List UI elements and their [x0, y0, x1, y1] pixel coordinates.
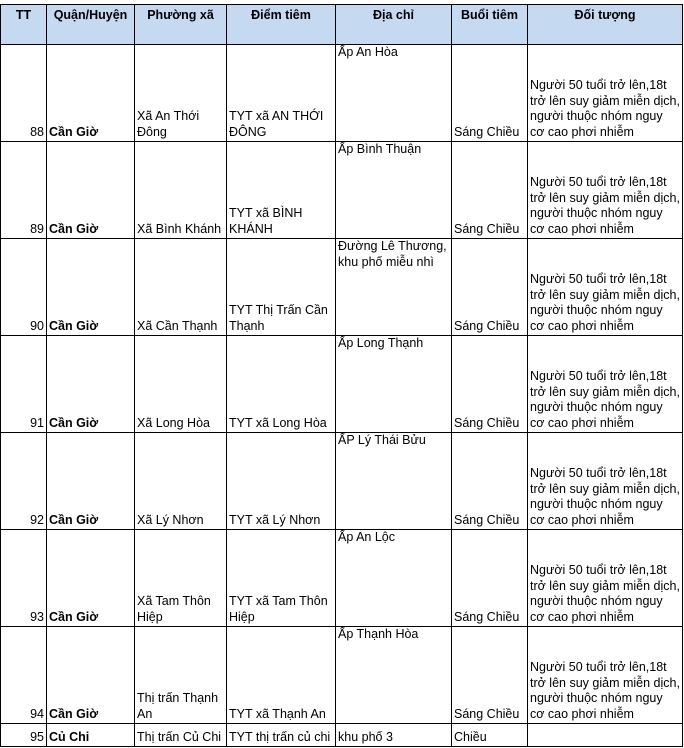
cell-address: Ấp An Lộc	[336, 530, 452, 627]
table-row	[1, 336, 683, 433]
cell-site: TYT xã Lý Nhơn	[227, 433, 336, 530]
cell-address: ẤP Lý Thái Bửu	[336, 433, 452, 530]
cell-session: Sáng Chiều	[452, 627, 528, 724]
cell-site: TYT Thị Trấn Cần Thạnh	[227, 239, 336, 336]
cell-address: Đường Lê Thương, khu phố miễu nhì	[336, 239, 452, 336]
vaccination-sites-table	[0, 4, 683, 747]
cell-district: Cần Giờ	[47, 530, 135, 627]
table-row	[1, 142, 683, 239]
cell-target: Người 50 tuổi trở lên,18t trở lên suy giảm miễn dịch, người thuộc nhóm nguy cơ cao phơi nhiễm	[528, 336, 683, 433]
cell-tt: 93	[1, 530, 47, 627]
cell-ward: Thị trấn Thạnh An	[135, 627, 227, 724]
cell-ward: Thị trấn Củ Chi	[135, 724, 227, 747]
table-row	[1, 530, 683, 627]
header-row	[1, 5, 683, 45]
cell-target	[528, 724, 683, 747]
cell-session: Sáng Chiều	[452, 530, 528, 627]
cell-tt: 91	[1, 336, 47, 433]
cell-site: TYT xã Long Hòa	[227, 336, 336, 433]
header-target: Đối tượng	[528, 5, 683, 45]
header-ward: Phường xã	[135, 5, 227, 45]
cell-target: Người 50 tuổi trở lên,18t trở lên suy giảm miễn dịch, người thuộc nhóm nguy cơ cao phơi nhiễm	[528, 530, 683, 627]
cell-site: TYT xã BÌNH KHÁNH	[227, 142, 336, 239]
cell-tt: 92	[1, 433, 47, 530]
cell-tt: 95	[1, 724, 47, 747]
cell-site: TYT xã Thạnh An	[227, 627, 336, 724]
cell-ward: Xã Cần Thạnh	[135, 239, 227, 336]
table-row	[1, 627, 683, 724]
cell-address: Ấp Long Thạnh	[336, 336, 452, 433]
cell-target: Người 50 tuổi trở lên,18t trở lên suy giảm miễn dịch, người thuộc nhóm nguy cơ cao phơi nhiễm	[528, 433, 683, 530]
cell-tt: 88	[1, 45, 47, 142]
cell-tt: 94	[1, 627, 47, 724]
header-site: Điểm tiêm	[227, 5, 336, 45]
cell-ward: Xã Bình Khánh	[135, 142, 227, 239]
header-district: Quận/Huyện	[47, 5, 135, 45]
table-row	[1, 433, 683, 530]
cell-district: Cần Giờ	[47, 627, 135, 724]
cell-session: Sáng Chiều	[452, 433, 528, 530]
cell-address: Ấp An Hòa	[336, 45, 452, 142]
header-tt: TT	[1, 5, 47, 45]
cell-address: khu phố 3	[336, 724, 452, 747]
cell-target: Người 50 tuổi trở lên,18t trở lên suy giảm miễn dịch, người thuộc nhóm nguy cơ cao phơi nhiễm	[528, 142, 683, 239]
cell-district: Cần Giờ	[47, 142, 135, 239]
cell-district: Cần Giờ	[47, 239, 135, 336]
cell-tt: 89	[1, 142, 47, 239]
cell-session: Sáng Chiều	[452, 142, 528, 239]
cell-district: Cần Giờ	[47, 336, 135, 433]
table-row	[1, 724, 683, 747]
cell-district: Cần Giờ	[47, 433, 135, 530]
cell-session: Sáng Chiều	[452, 239, 528, 336]
cell-address: Ấp Bình Thuận	[336, 142, 452, 239]
table-row	[1, 45, 683, 142]
cell-district: Cần Giờ	[47, 45, 135, 142]
cell-session: Chiều	[452, 724, 528, 747]
cell-site: TYT thị trấn củ chi	[227, 724, 336, 747]
cell-address: Ấp Thạnh Hòa	[336, 627, 452, 724]
cell-ward: Xã Long Hòa	[135, 336, 227, 433]
table-row	[1, 239, 683, 336]
cell-site: TYT xã Tam Thôn Hiệp	[227, 530, 336, 627]
cell-target: Người 50 tuổi trở lên,18t trở lên suy giảm miễn dịch, người thuộc nhóm nguy cơ cao phơi nhiễm	[528, 239, 683, 336]
cell-ward: Xã Tam Thôn Hiệp	[135, 530, 227, 627]
cell-district: Củ Chi	[47, 724, 135, 747]
cell-session: Sáng Chiều	[452, 45, 528, 142]
header-session: Buổi tiêm	[452, 5, 528, 45]
cell-session: Sáng Chiều	[452, 336, 528, 433]
header-address: Địa chỉ	[336, 5, 452, 45]
cell-ward: Xã Lý Nhơn	[135, 433, 227, 530]
cell-target: Người 50 tuổi trở lên,18t trở lên suy giảm miễn dịch, người thuộc nhóm nguy cơ cao phơi nhiễm	[528, 45, 683, 142]
cell-target: Người 50 tuổi trở lên,18t trở lên suy giảm miễn dịch, người thuộc nhóm nguy cơ cao phơi nhiễm	[528, 627, 683, 724]
cell-tt: 90	[1, 239, 47, 336]
cell-ward: Xã An Thới Đông	[135, 45, 227, 142]
cell-site: TYT xã AN THỚI ĐÔNG	[227, 45, 336, 142]
